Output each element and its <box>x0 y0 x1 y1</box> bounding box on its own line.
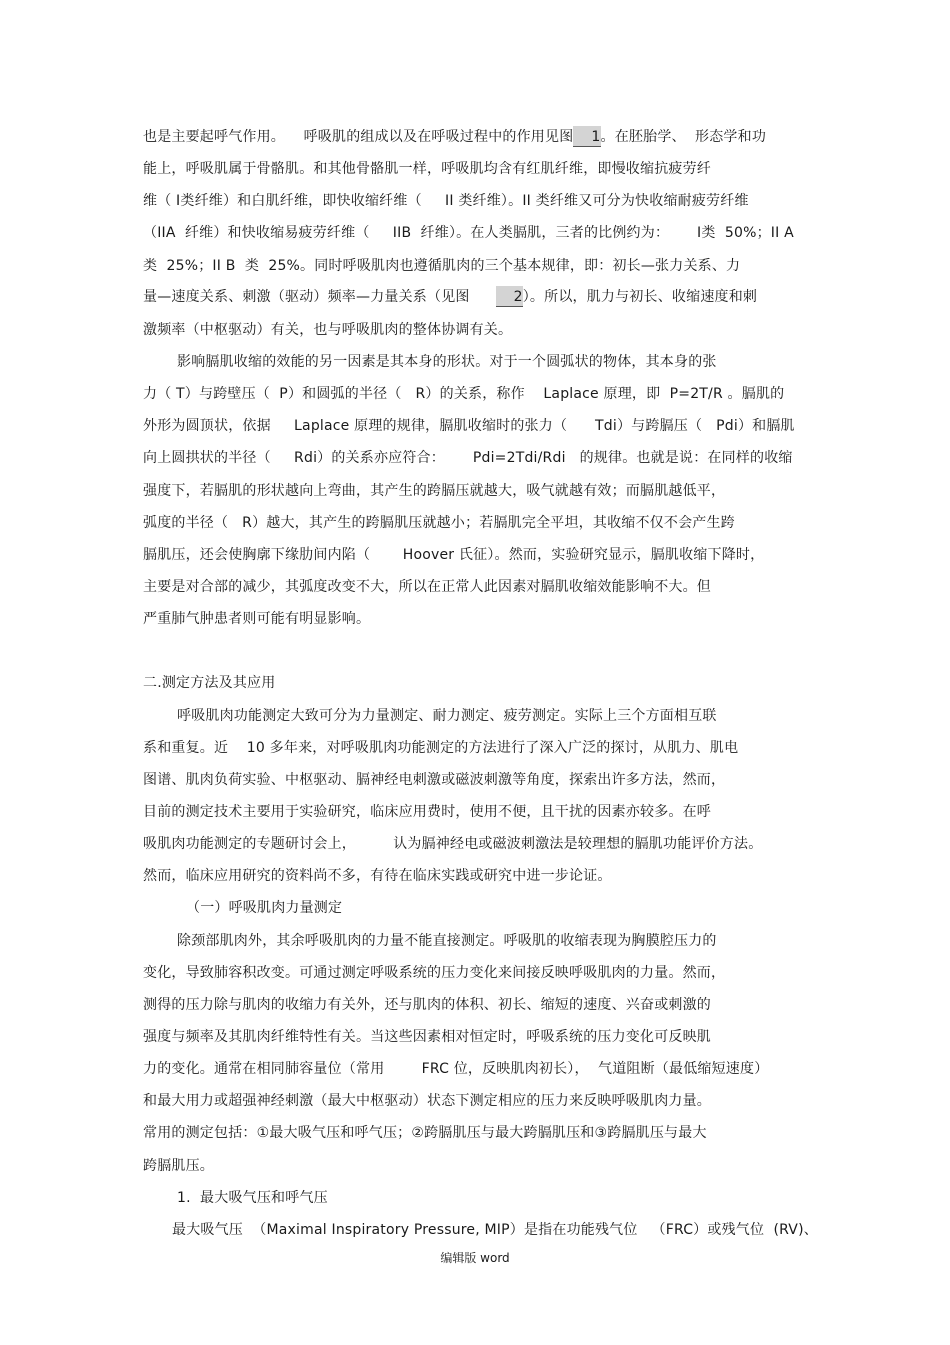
text-line: 力的变化。通常在相同肺容量位（常用 FRC 位，反映肌肉初长）， 气道阻断（最低缩短速度） <box>143 1061 769 1077</box>
text-line: 类 25%；II B 类 25%。同时呼吸肌肉也遵循肌肉的三个基本规律，即：初长—张力关系、力 <box>143 258 741 274</box>
text-line: 强度下，若膈肌的形状越向上弯曲，其产生的跨膈压就越大，吸气就越有效；而膈肌越低平， <box>143 483 726 499</box>
text-line: 目前的测定技术主要用于实验研究，临床应用费时，使用不便，且干扰的因素亦较多。在呼 <box>143 804 711 820</box>
subheading: （一）呼吸肌肉力量测定 <box>186 900 343 916</box>
page-footer: 编辑版 word <box>440 1251 510 1265</box>
text-line: 弧度的半径（ R）越大，其产生的跨膈肌压就越小；若膈肌完全平坦，其收缩不仅不会产生跨 <box>143 515 735 531</box>
text-line: 维（ I类纤维）和白肌纤维，即快收缩纤维（ II 类纤维）。II 类纤维又可分为快收缩耐疲劳纤维 <box>143 193 749 209</box>
text-line: 能上，呼吸肌属于骨骼肌。和其他骨骼肌一样，呼吸肌均含有红肌纤维，即慢收缩抗疲劳纤 <box>143 161 711 177</box>
text-line: （IIA 纤维）和快收缩易疲劳纤维（ IIB 纤维）。在人类膈肌，三者的比例约为： I类 50%；II A <box>143 225 794 241</box>
text-line: 和最大用力或超强神经刺激（最大中枢驱动）状态下测定相应的压力来反映呼吸肌肉力量。 <box>143 1093 711 1109</box>
text-line: 最大吸气压 （Maximal Inspiratory Pressure, MIP）是指在功能残气位 （FRC）或残气位 (RV)、 <box>172 1222 818 1238</box>
text-line: 也是主要起呼气作用。 呼吸肌的组成以及在呼吸过程中的作用见图 1。在胚胎学、 形态学和功 <box>143 126 766 147</box>
text-line: 严重肺气肿患者则可能有明显影响。 <box>143 611 371 627</box>
text-line: 向上圆拱状的半径（ Rdi）的关系亦应符合： Pdi=2Tdi/Rdi 的规律。也就是说：在同样的收缩 <box>143 450 793 466</box>
text-line: 影响膈肌收缩的效能的另一因素是其本身的形状。对于一个圆弧状的物体，其本身的张 <box>177 354 717 370</box>
text-line: 呼吸肌肉功能测定大致可分为力量测定、耐力测定、疲劳测定。实际上三个方面相互联 <box>177 708 717 724</box>
text-line: 然而，临床应用研究的资料尚不多，有待在临床实践或研究中进一步论证。 <box>143 868 612 884</box>
text-line: 量—速度关系、刺激（驱动）频率—力量关系（见图 2）。所以，肌力与初长、收缩速度和刺 <box>143 286 757 307</box>
text-line: 变化，导致肺容积改变。可通过测定呼吸系统的压力变化来间接反映呼吸肌肉的力量。然而， <box>143 965 726 981</box>
text-line: 强度与频率及其肌肉纤维特性有关。当这些因素相对恒定时，呼吸系统的压力变化可反映肌 <box>143 1029 711 1045</box>
text-line: 主要是对合部的减少，其弧度改变不大，所以在正常人此因素对膈肌收缩效能影响不大。但 <box>143 579 711 595</box>
text-line: 跨膈肌压。 <box>143 1158 214 1174</box>
text-line: 激频率（中枢驱动）有关，也与呼吸肌肉的整体协调有关。 <box>143 322 513 338</box>
text-line: 图谱、肌肉负荷实验、中枢驱动、膈神经电刺激或磁波刺激等角度，探索出许多方法，然而， <box>143 772 726 788</box>
text-line: 系和重复。近 10 多年来，对呼吸肌肉功能测定的方法进行了深入广泛的探讨，从肌力、肌电 <box>143 740 739 756</box>
figure-ref-2[interactable]: 2 <box>496 286 523 307</box>
text-line: 常用的测定包括：①最大吸气压和呼气压；②跨膈肌压与最大跨膈肌压和③跨膈肌压与最大 <box>143 1125 707 1141</box>
figure-ref-1[interactable]: 1 <box>573 126 600 147</box>
text-line: 吸肌肉功能测定的专题研讨会上， 认为膈神经电或磁波刺激法是较理想的膈肌功能评价方法。 <box>143 836 763 852</box>
text-line: 外形为圆顶状，依据 Laplace 原理的规律，膈肌收缩时的张力（ Tdi）与跨膈压（ Pdi）和膈肌 <box>143 418 795 434</box>
text-line: 测得的压力除与肌肉的收缩力有关外，还与肌肉的体积、初长、缩短的速度、兴奋或刺激的 <box>143 997 711 1013</box>
section-heading: 二.测定方法及其应用 <box>143 675 276 691</box>
text-line: 除颈部肌肉外，其余呼吸肌肉的力量不能直接测定。呼吸肌的收缩表现为胸膜腔压力的 <box>177 933 717 949</box>
text-line: 力（ T）与跨壁压（ P）和圆弧的半径（ R）的关系，称作 Laplace 原理，即 P=2T/R 。膈肌的 <box>143 386 785 402</box>
numbered-heading: 1. 最大吸气压和呼气压 <box>177 1190 328 1206</box>
text-line: 膈肌压，还会使胸廓下缘肋间内陷（ Hoover 氏征）。然而，实验研究显示，膈肌收缩下降时， <box>143 547 765 563</box>
